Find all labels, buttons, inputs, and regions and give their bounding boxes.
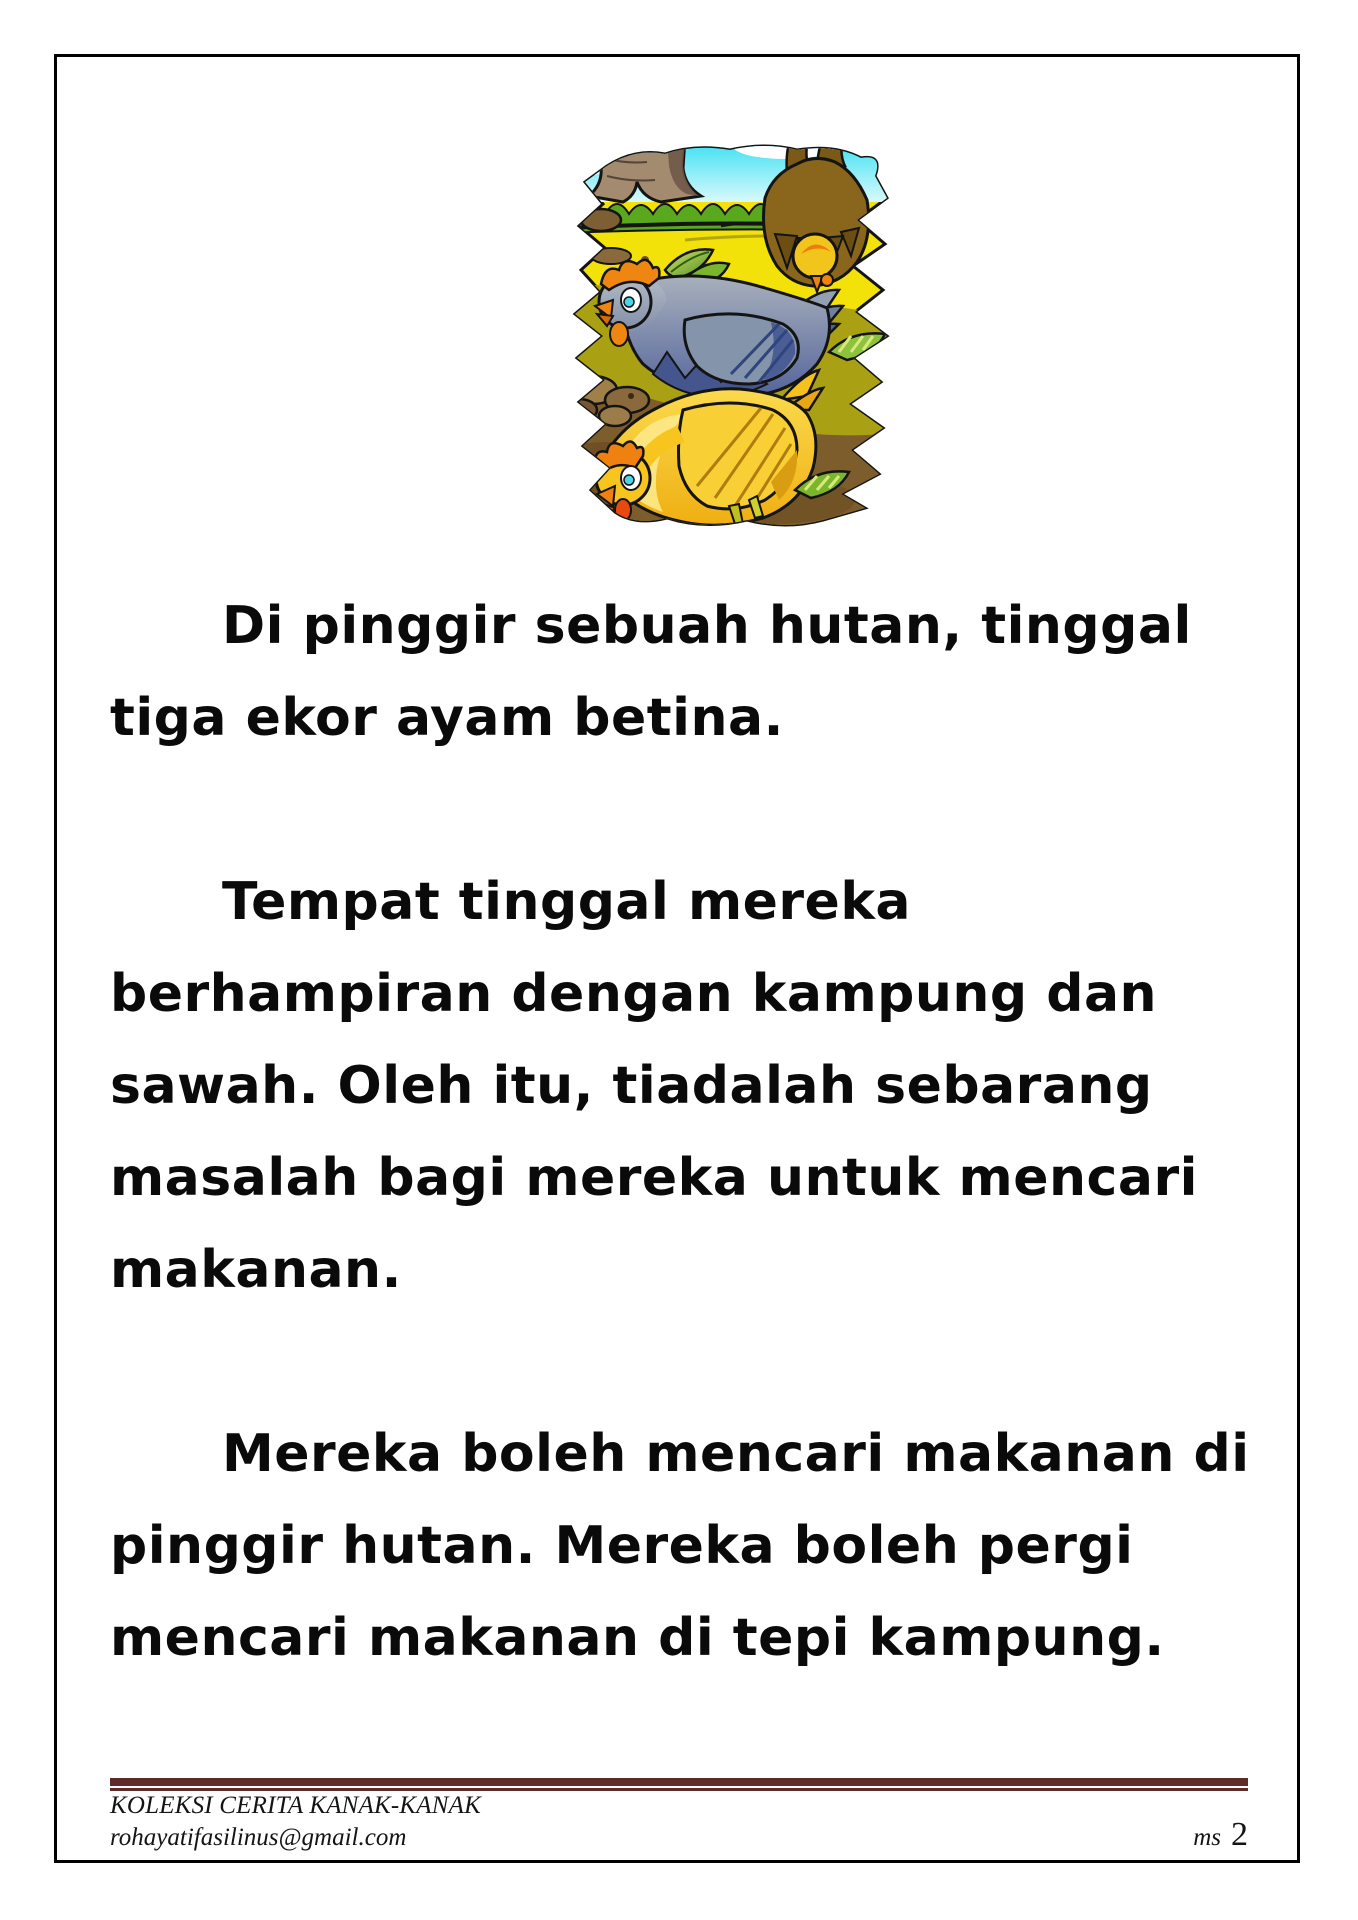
cloud [535, 146, 611, 178]
footer-collection-title: KOLEKSI CERITA KANAK-KANAK [110, 1792, 481, 1819]
footer-email: rohayatifasilinus@gmail.com [110, 1824, 407, 1851]
story-paragraph [110, 580, 1260, 764]
story-illustration [535, 138, 913, 528]
footer-divider [110, 1778, 1248, 1791]
story-line: berhampiran dengan kampung dan [110, 964, 1158, 1024]
story-line: masalah bagi mereka untuk mencari [110, 1148, 1198, 1208]
story-line: Di pinggir sebuah hutan, tinggal [222, 596, 1192, 656]
page-label: ms [1193, 1824, 1221, 1851]
story-line: Mereka boleh mencari makanan di [222, 1424, 1250, 1484]
story-line: Tempat tinggal mereka [222, 872, 911, 932]
story-paragraph [110, 856, 1260, 1316]
story-line: makanan. [110, 1240, 402, 1300]
story-line: pinggir hutan. Mereka boleh pergi [110, 1516, 1134, 1576]
story-text [110, 580, 1260, 1776]
footer-page-number [1193, 1816, 1248, 1854]
story-line: mencari makanan di tepi kampung. [110, 1608, 1165, 1668]
story-line: tiga ekor ayam betina. [110, 688, 784, 748]
story-paragraph [110, 1408, 1260, 1684]
page-number: 2 [1231, 1816, 1248, 1853]
story-line: sawah. Oleh itu, tiadalah sebarang [110, 1056, 1153, 1116]
tree-stump-icon [589, 138, 701, 202]
